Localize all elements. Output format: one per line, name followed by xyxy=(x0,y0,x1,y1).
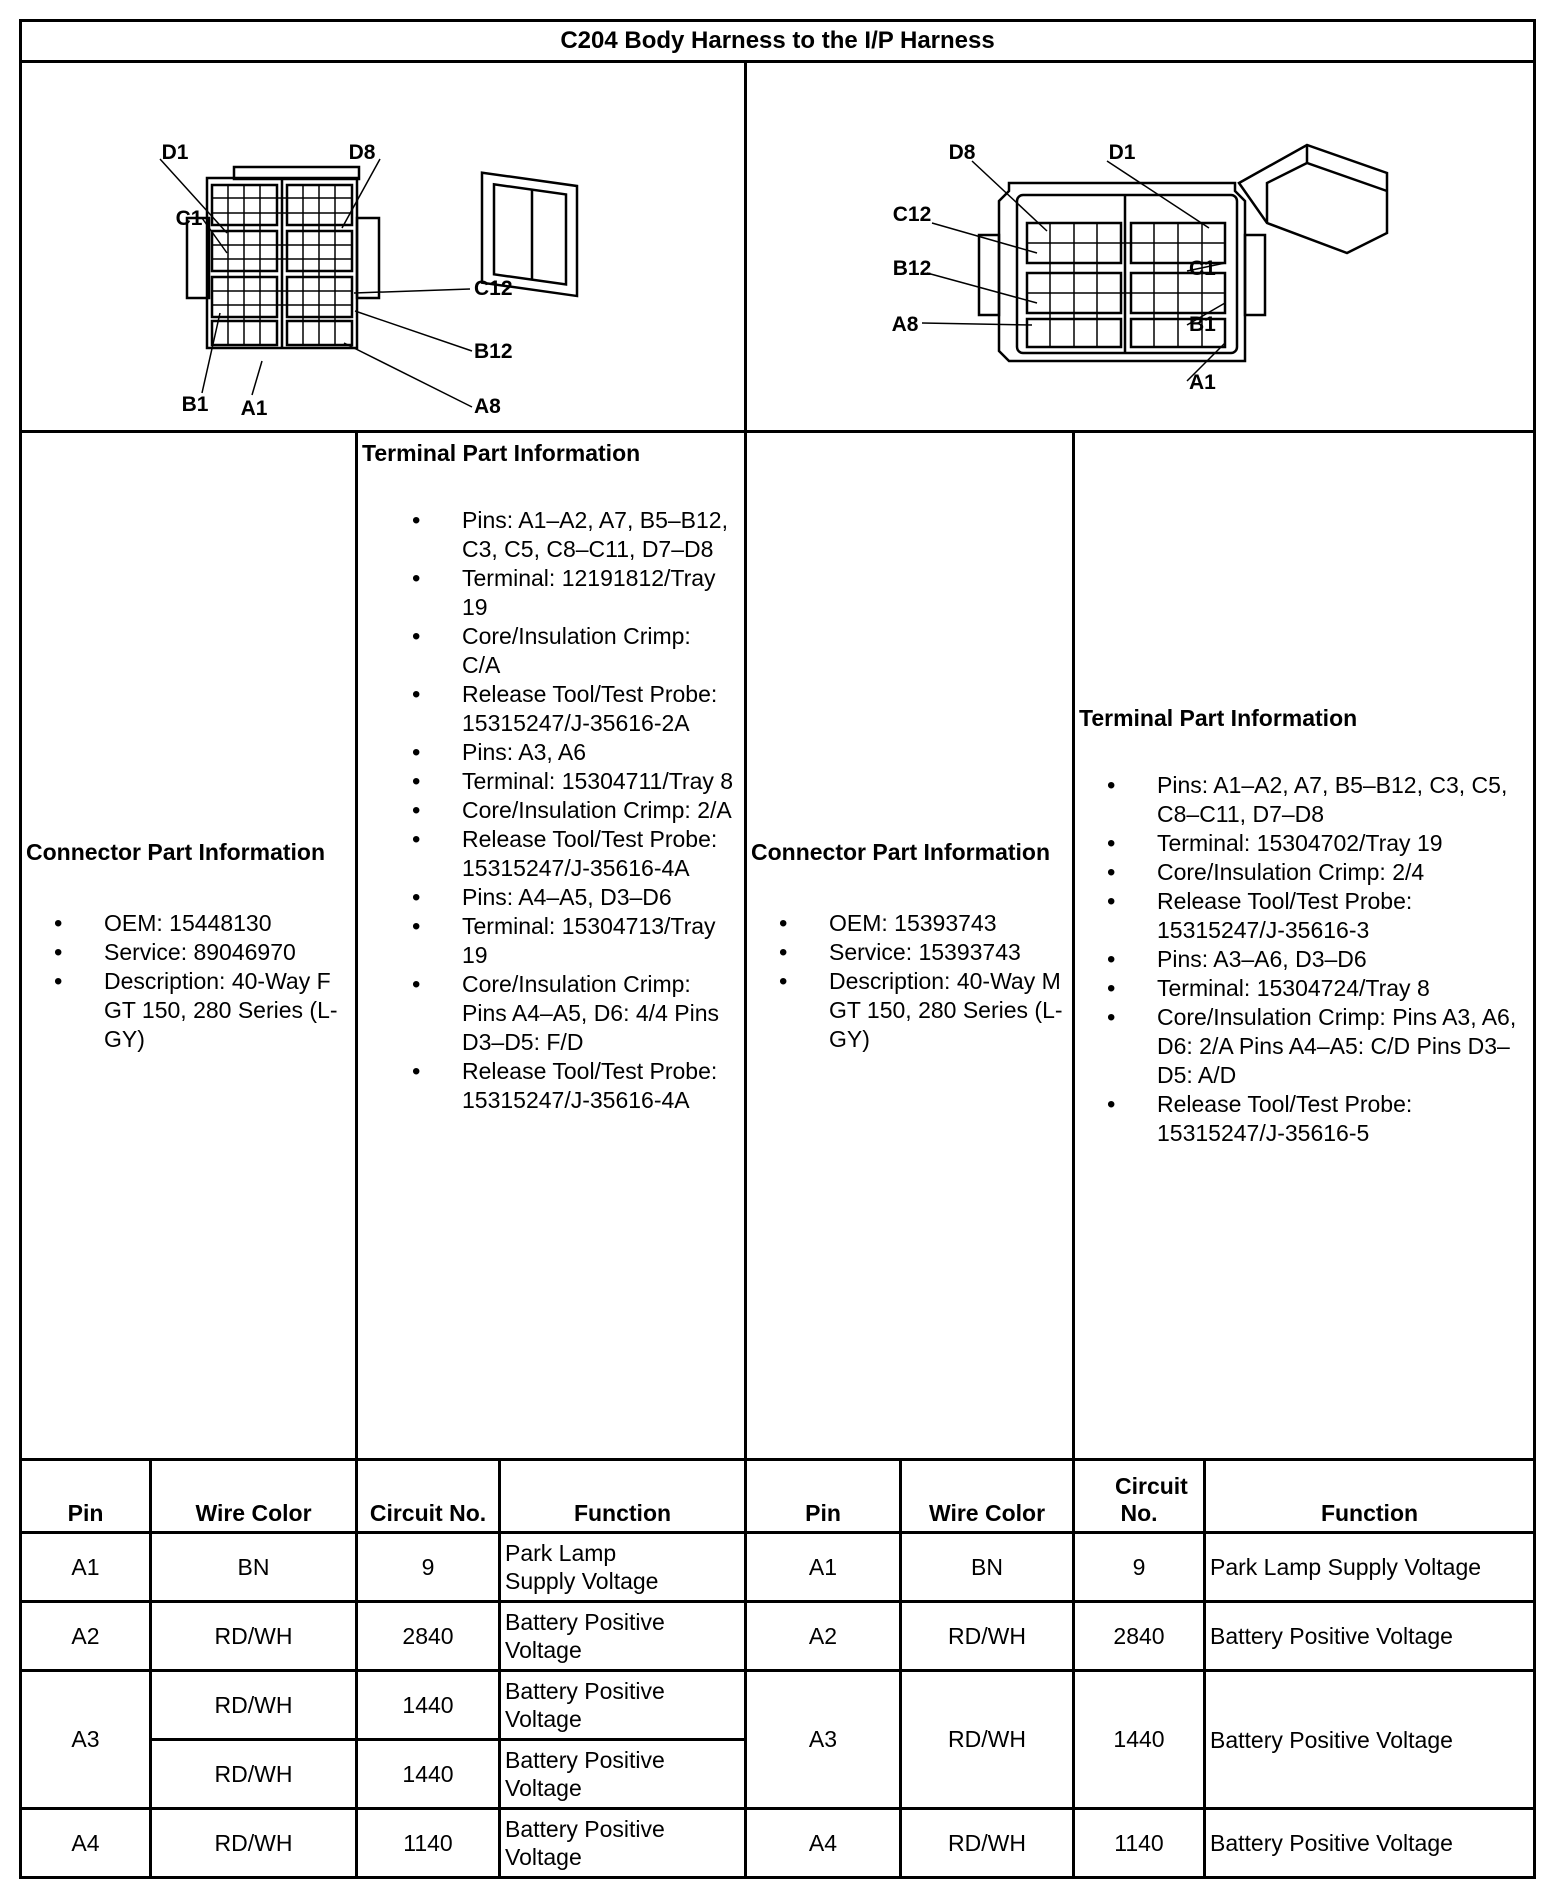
wire-color-cell: RD/WH xyxy=(151,1602,357,1671)
label-d8: D8 xyxy=(348,141,376,164)
list-item: • Terminal: 15304711/Tray 8 xyxy=(362,767,734,796)
label-d8: D8 xyxy=(948,141,976,164)
function-cell: Battery Positive Voltage xyxy=(1205,1809,1535,1878)
header-function: Function xyxy=(500,1460,746,1533)
function-cell: Park Lamp Supply Voltage xyxy=(1205,1533,1535,1602)
list-item: • Service: 15393743 xyxy=(729,938,1066,967)
function-cell: Battery Positive Voltage xyxy=(1205,1602,1535,1671)
label-a1: A1 xyxy=(240,397,268,420)
list-item: • Core/Insulation Crimp: 2/A xyxy=(362,796,734,825)
right-connector-info xyxy=(746,432,1074,1460)
table-row xyxy=(21,1533,1535,1602)
label-d1: D1 xyxy=(161,141,189,164)
female-connector-face-view xyxy=(22,63,747,425)
circuit-cell: 1440 xyxy=(1074,1671,1205,1809)
circuit-cell: 2840 xyxy=(1074,1602,1205,1671)
wire-color-cell: RD/WH xyxy=(151,1809,357,1878)
list-item: • Terminal: 15304702/Tray 19 xyxy=(1057,829,1523,858)
right-terminal-group-2 xyxy=(1057,945,1523,1148)
left-terminal-info xyxy=(357,432,746,1460)
list-item: • Release Tool/Test Probe: 15315247/J-35616-2A xyxy=(362,680,734,738)
left-connector-diagram xyxy=(21,62,746,432)
label-b1: B1 xyxy=(181,393,209,416)
function-cell: Park Lamp Supply Voltage xyxy=(500,1533,746,1602)
function-cell: Battery Positive Voltage xyxy=(500,1602,746,1671)
label-c1: C1 xyxy=(1189,257,1216,280)
right-terminal-heading: Terminal Part Information xyxy=(1079,704,1358,731)
list-item: • Service: 89046970 xyxy=(4,938,349,967)
left-terminal-heading: Terminal Part Information xyxy=(362,440,641,466)
label-c1: C1 xyxy=(175,207,203,230)
wire-color-cell: RD/WH xyxy=(901,1671,1074,1809)
list-item: • Release Tool/Test Probe: 15315247/J-35616-4A xyxy=(362,1057,734,1115)
wire-color-cell: BN xyxy=(151,1533,357,1602)
circuit-cell: 9 xyxy=(1074,1533,1205,1602)
circuit-cell: 2840 xyxy=(357,1602,500,1671)
function-cell: Battery Positive Voltage xyxy=(500,1740,746,1809)
wire-color-cell: RD/WH xyxy=(901,1602,1074,1671)
list-item: • Terminal: 15304724/Tray 8 xyxy=(1057,974,1523,1003)
list-item: • Pins: A1–A2, A7, B5–B12, C3, C5, C8–C11, D7–D8 xyxy=(1057,771,1523,829)
left-connector-heading: Connector Part Information xyxy=(26,838,326,865)
circuit-cell: 1440 xyxy=(357,1740,500,1809)
list-item: • Terminal: 15304713/Tray 19 xyxy=(362,912,734,970)
wire-color-cell: RD/WH xyxy=(151,1740,357,1809)
label-a1: A1 xyxy=(1189,371,1216,394)
circuit-cell: 1140 xyxy=(1074,1809,1205,1878)
label-a8: A8 xyxy=(474,395,501,418)
list-item: • Core/Insulation Crimp: Pins A3, A6, D6: 2/A Pins A4–A5: C/D Pins D3–D5: A/D xyxy=(1057,1003,1523,1090)
header-function: Function xyxy=(1205,1460,1535,1533)
pin-cell: A1 xyxy=(746,1533,901,1602)
pin-cell: A2 xyxy=(746,1602,901,1671)
list-item: • Release Tool/Test Probe: 15315247/J-35616-4A xyxy=(362,825,734,883)
header-wire-color: Wire Color xyxy=(901,1460,1074,1533)
pin-cell: A3 xyxy=(21,1671,151,1809)
function-cell: Battery Positive Voltage xyxy=(500,1671,746,1740)
wire-color-cell: RD/WH xyxy=(151,1671,357,1740)
list-item: • Pins: A3, A6 xyxy=(362,738,734,767)
header-pin: Pin xyxy=(746,1460,901,1533)
wire-color-cell: BN xyxy=(901,1533,1074,1602)
header-wire-color: Wire Color xyxy=(151,1460,357,1533)
pin-cell: A3 xyxy=(746,1671,901,1809)
table-row xyxy=(21,1671,1535,1740)
label-b12: B12 xyxy=(474,340,513,363)
label-a8: A8 xyxy=(891,313,919,336)
table-row xyxy=(21,1809,1535,1878)
table-row xyxy=(21,1602,1535,1671)
pin-cell: A1 xyxy=(21,1533,151,1602)
pin-table-header xyxy=(21,1460,1535,1533)
male-connector-face-view xyxy=(747,63,1530,425)
list-item: • Description: 40-Way F GT 150, 280 Series (L-GY) xyxy=(4,967,349,1054)
circuit-cell: 1440 xyxy=(357,1671,500,1740)
function-cell: Battery Positive Voltage xyxy=(500,1809,746,1878)
pin-cell: A2 xyxy=(21,1602,151,1671)
label-c12: C12 xyxy=(892,203,932,226)
list-item: • Core/Insulation Crimp: 2/4 xyxy=(1057,858,1523,887)
list-item: • Pins: A4–A5, D3–D6 xyxy=(362,883,734,912)
pin-cell: A4 xyxy=(746,1809,901,1878)
circuit-cell: 9 xyxy=(357,1533,500,1602)
list-item: • OEM: 15448130 xyxy=(4,909,349,938)
list-item: • Core/Insulation Crimp: C/A xyxy=(362,622,734,680)
list-item: • Terminal: 12191812/Tray 19 xyxy=(362,564,734,622)
right-connector-diagram xyxy=(746,62,1535,432)
list-item: • Release Tool/Test Probe: 15315247/J-35616-3 xyxy=(1057,887,1523,945)
label-b12: B12 xyxy=(892,257,932,280)
header-circuit-no: Circuit No. xyxy=(357,1460,500,1533)
left-connector-list xyxy=(4,909,349,1054)
list-item: • Pins: A1–A2, A7, B5–B12, C3, C5, C8–C11, D7–D8 xyxy=(362,506,734,564)
circuit-cell: 1140 xyxy=(357,1809,500,1878)
left-connector-info xyxy=(21,432,357,1460)
right-connector-heading: Connector Part Information xyxy=(751,838,1051,865)
pin-cell: A4 xyxy=(21,1809,151,1878)
wire-color-cell: RD/WH xyxy=(901,1809,1074,1878)
header-circuit-no: Circuit No. xyxy=(1074,1460,1205,1533)
connector-table xyxy=(19,19,1536,1879)
list-item: • Release Tool/Test Probe: 15315247/J-35616-5 xyxy=(1057,1090,1523,1148)
label-b1: B1 xyxy=(1189,313,1216,336)
label-d1: D1 xyxy=(1108,141,1136,164)
document-title: C204 Body Harness to the I/P Harness xyxy=(21,21,1535,62)
left-terminal-group-3 xyxy=(362,883,734,1115)
header-pin: Pin xyxy=(21,1460,151,1533)
function-cell: Battery Positive Voltage xyxy=(1205,1671,1535,1809)
label-c12: C12 xyxy=(474,277,513,300)
left-terminal-group-1 xyxy=(362,506,734,738)
list-item: • Core/Insulation Crimp: Pins A4–A5, D6: 4/4 Pins D3–D5: F/D xyxy=(362,970,734,1057)
connector-document xyxy=(19,19,1533,1879)
right-terminal-info xyxy=(1074,432,1535,1460)
list-item: • Description: 40-Way M GT 150, 280 Series (L-GY) xyxy=(729,967,1066,1054)
left-terminal-group-2 xyxy=(362,738,734,883)
right-connector-list xyxy=(729,909,1066,1054)
list-item: • OEM: 15393743 xyxy=(729,909,1066,938)
list-item: • Pins: A3–A6, D3–D6 xyxy=(1057,945,1523,974)
right-terminal-group-1 xyxy=(1057,771,1523,945)
